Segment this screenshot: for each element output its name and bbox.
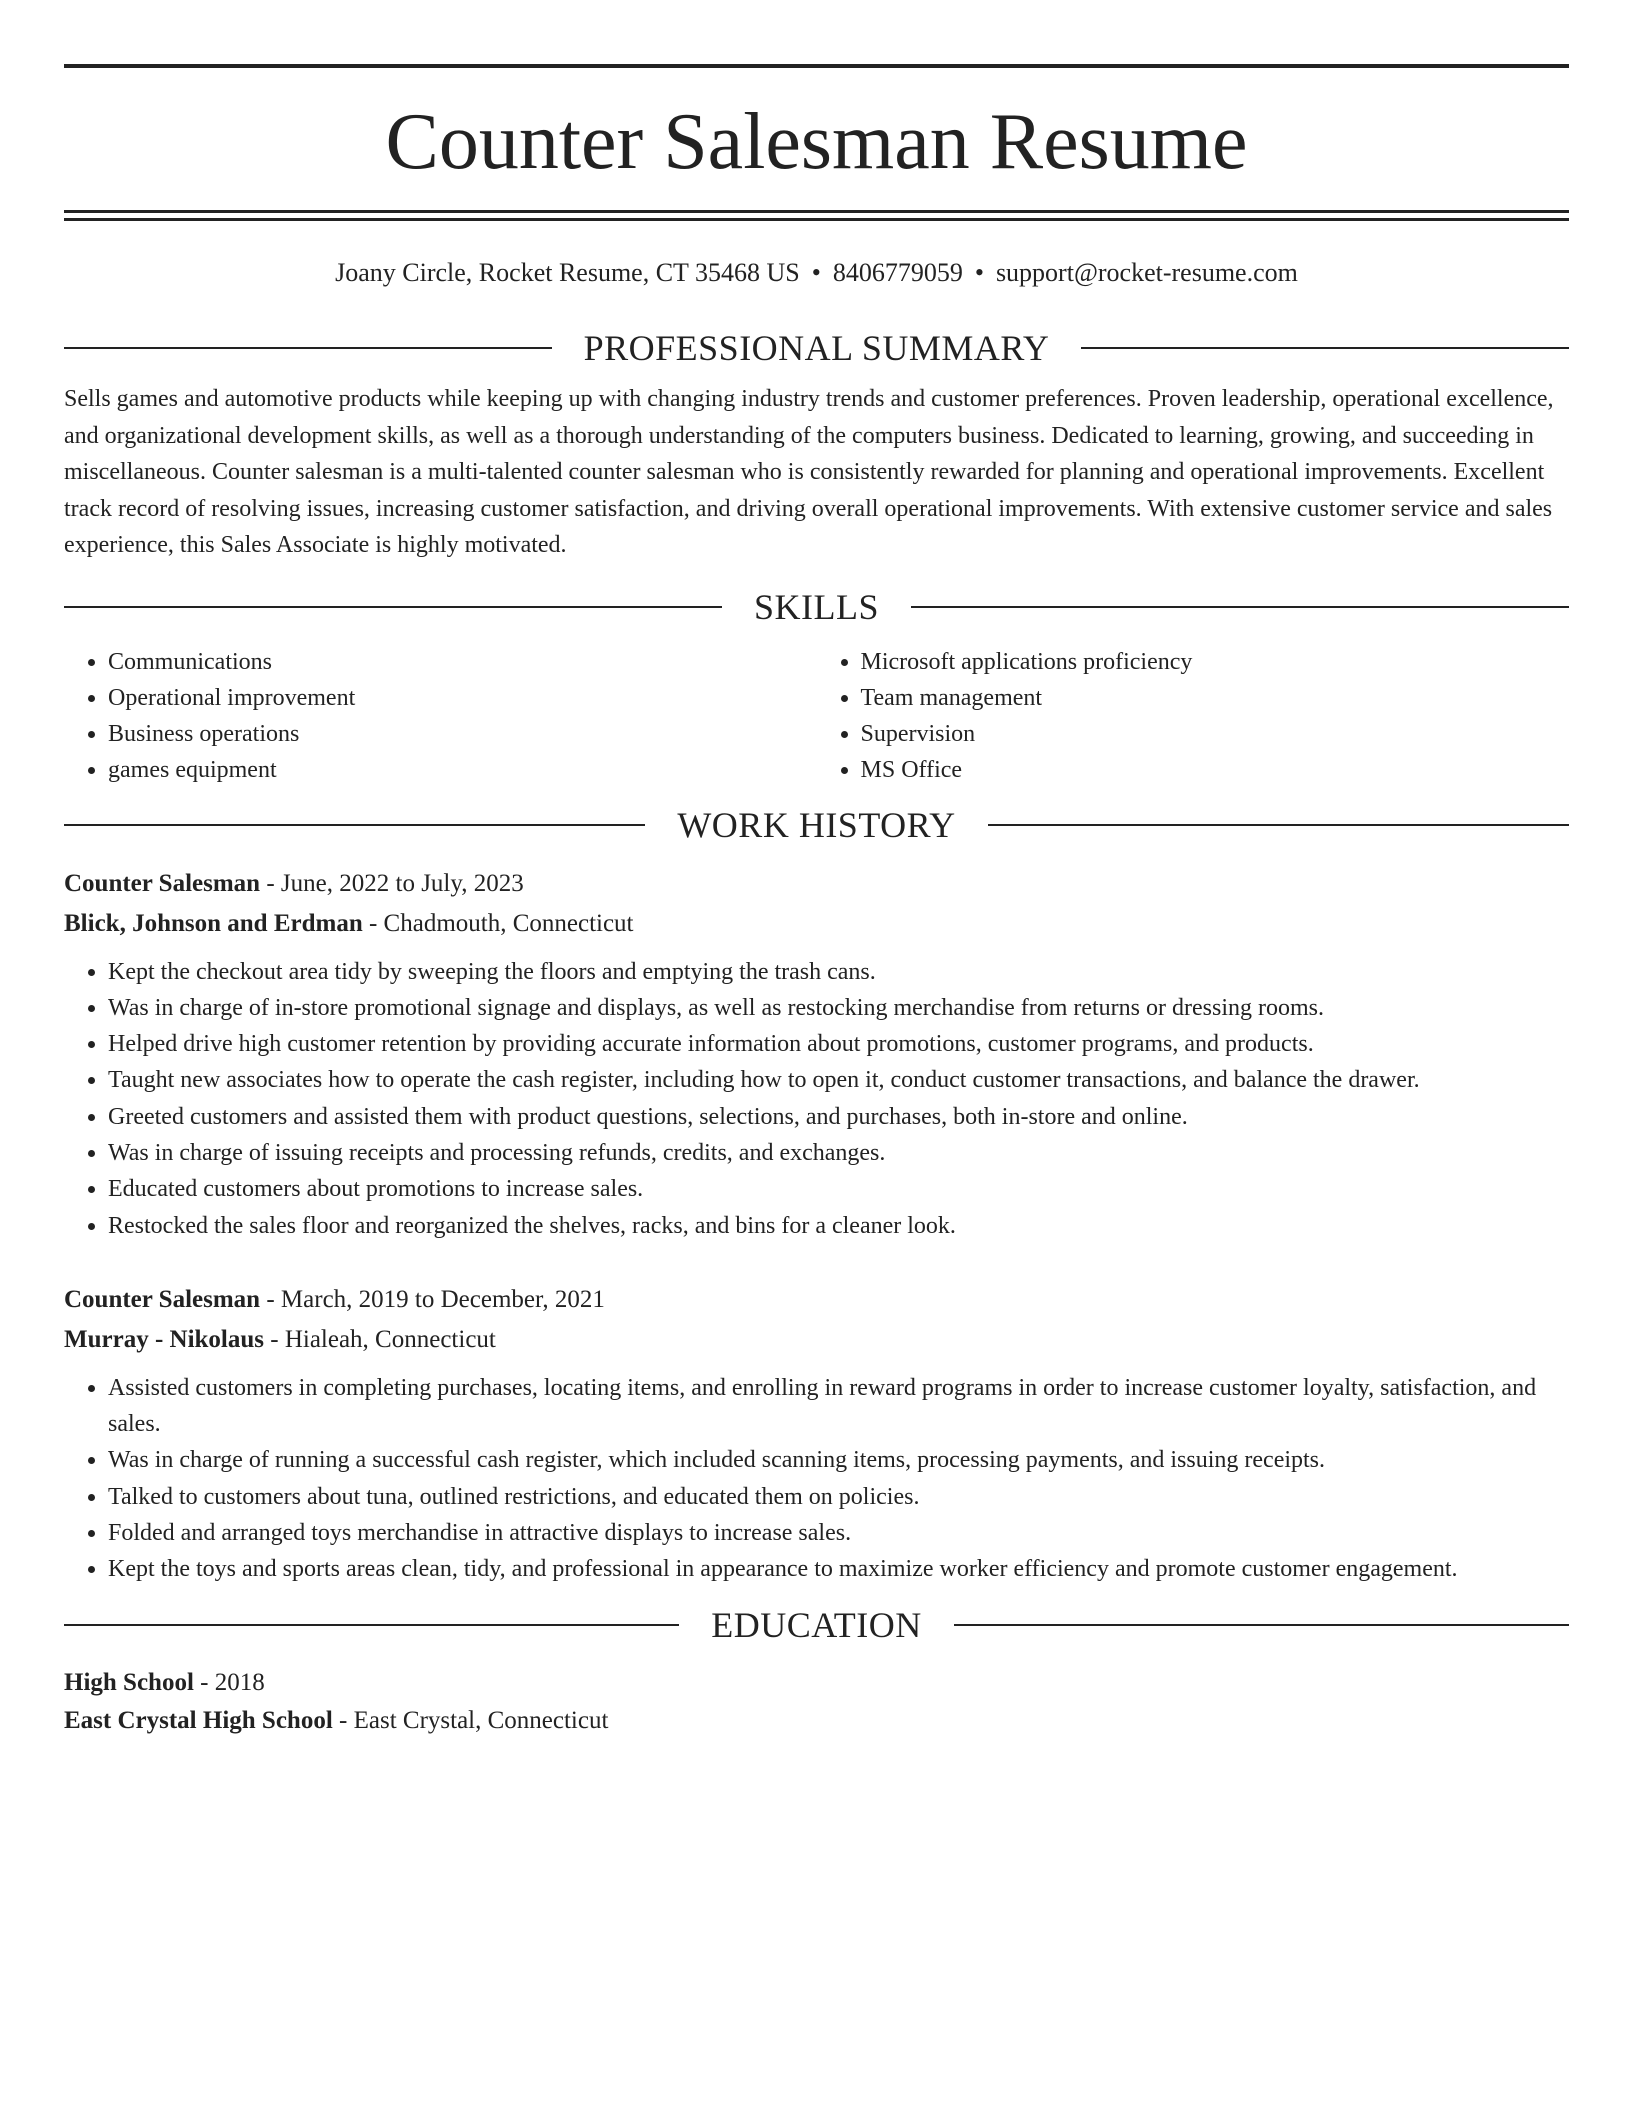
job-bullet: • Kept the toys and sports areas clean, tidy, and professional in appearance to maximize worker efficiency and promote customer engagement. — [108, 1551, 1569, 1587]
job-bullet: • Was in charge of in-store promotional signage and displays, as well as restocking merchandise from returns or dressing rooms. — [108, 990, 1569, 1026]
skill-item: • games equipment — [108, 752, 817, 788]
divider — [988, 824, 1569, 826]
skill-item: • Communications — [108, 644, 817, 680]
job-location: - Hialeah, Connecticut — [264, 1325, 496, 1353]
job-bullet: • Taught new associates how to operate the cash register, including how to open it, conduct customer transactions, and balance the drawer. — [108, 1062, 1569, 1098]
job-entry — [64, 864, 1569, 1244]
skill-item: • Business operations — [108, 716, 817, 752]
skills-list — [64, 644, 1569, 788]
skills-heading — [64, 584, 1569, 630]
job-bullets — [64, 1370, 1569, 1588]
job-bullet: • Kept the checkout area tidy by sweeping the floors and emptying the trash cans. — [108, 954, 1569, 990]
job-bullet: • Folded and arranged toys merchandise in attractive displays to increase sales. — [108, 1515, 1569, 1551]
job-dates: - June, 2022 to July, 2023 — [260, 869, 524, 897]
job-bullet: • Talked to customers about tuna, outlined restrictions, and educated them on policies. — [108, 1479, 1569, 1515]
job-title-line — [64, 1280, 1569, 1320]
divider — [64, 606, 722, 608]
job-bullet: • Educated customers about promotions to increase sales. — [108, 1171, 1569, 1207]
contact-phone: 8406779059 — [832, 258, 963, 287]
skill-item: • Team management — [861, 680, 1570, 716]
skill-item: • Microsoft applications proficiency — [861, 644, 1570, 680]
contact-email: support@rocket-resume.com — [995, 258, 1298, 287]
divider — [64, 1624, 679, 1626]
education-school-line — [64, 1702, 1569, 1740]
skill-item: • MS Office — [861, 752, 1570, 788]
job-company: Murray - Nikolaus — [64, 1325, 264, 1353]
contact-line — [64, 255, 1569, 291]
contact-separator: • — [974, 258, 984, 287]
divider — [64, 824, 645, 826]
resume-page — [64, 64, 1569, 1740]
education-heading-label: EDUCATION — [711, 1604, 922, 1645]
resume-title: Counter Salesman Resume — [385, 98, 1248, 186]
skills-column-left — [64, 644, 817, 788]
education-location: - East Crystal, Connecticut — [332, 1706, 609, 1734]
work-heading — [64, 802, 1569, 848]
education-year: - 2018 — [193, 1668, 265, 1696]
skill-item: • Supervision — [861, 716, 1570, 752]
education-degree-line — [64, 1664, 1569, 1702]
job-bullet: • Was in charge of issuing receipts and processing refunds, credits, and exchanges. — [108, 1135, 1569, 1171]
job-bullets — [64, 954, 1569, 1244]
job-bullet: • Greeted customers and assisted them with product questions, selections, and purchases, both in-store and online. — [108, 1099, 1569, 1135]
divider — [64, 347, 552, 349]
job-title: Counter Salesman — [64, 1285, 261, 1313]
job-bullet: • Helped drive high customer retention by providing accurate information about promotions, customer programs, and products. — [108, 1026, 1569, 1062]
contact-address: Joany Circle, Rocket Resume, CT 35468 US — [335, 258, 800, 287]
divider — [911, 606, 1569, 608]
job-company-line — [64, 904, 1569, 944]
title-double-rule — [64, 210, 1569, 221]
skill-item: • Operational improvement — [108, 680, 817, 716]
education-entry — [64, 1664, 1569, 1740]
education-school: East Crystal High School — [64, 1706, 333, 1734]
summary-heading — [64, 325, 1569, 371]
job-title: Counter Salesman — [64, 869, 261, 897]
education-heading — [64, 1602, 1569, 1648]
work-heading-label: WORK HISTORY — [677, 804, 956, 845]
skills-heading-label: SKILLS — [754, 586, 880, 627]
divider — [954, 1624, 1569, 1626]
divider — [1081, 347, 1569, 349]
job-location: - Chadmouth, Connecticut — [362, 909, 634, 937]
job-bullet: • Restocked the sales floor and reorganized the shelves, racks, and bins for a cleaner look. — [108, 1208, 1569, 1244]
top-rule — [64, 64, 1569, 68]
job-bullet: • Assisted customers in completing purchases, locating items, and enrolling in reward programs in order to increase customer loyalty, satisfaction, and sales. — [108, 1370, 1569, 1443]
job-title-line — [64, 864, 1569, 904]
job-bullet: • Was in charge of running a successful cash register, which included scanning items, processing payments, and issuing receipts. — [108, 1442, 1569, 1478]
summary-text: Sells games and automotive products while keeping up with changing industry trends and customer preferences. Proven leadership, operational excellence, and organizational development skills, as well as a thorough understanding of the computers business. Dedicated to learning, growing, and succeeding in miscellaneous. Counter salesman is a multi-talented counter salesman who is consistently rewarded for planning and operational improvements. Excellent track record of resolving issues, increasing customer satisfaction, and driving overall operational improvements. With extensive customer service and sales experience, this Sales Associate is highly motivated. — [64, 386, 1554, 558]
skills-column-right — [817, 644, 1570, 788]
education-degree: High School — [64, 1668, 194, 1696]
job-dates: - March, 2019 to December, 2021 — [260, 1285, 605, 1313]
job-company-line — [64, 1320, 1569, 1360]
job-entry — [64, 1280, 1569, 1588]
job-company: Blick, Johnson and Erdman — [64, 909, 363, 937]
contact-separator: • — [811, 258, 821, 287]
summary-heading-label: PROFESSIONAL SUMMARY — [583, 328, 1050, 368]
